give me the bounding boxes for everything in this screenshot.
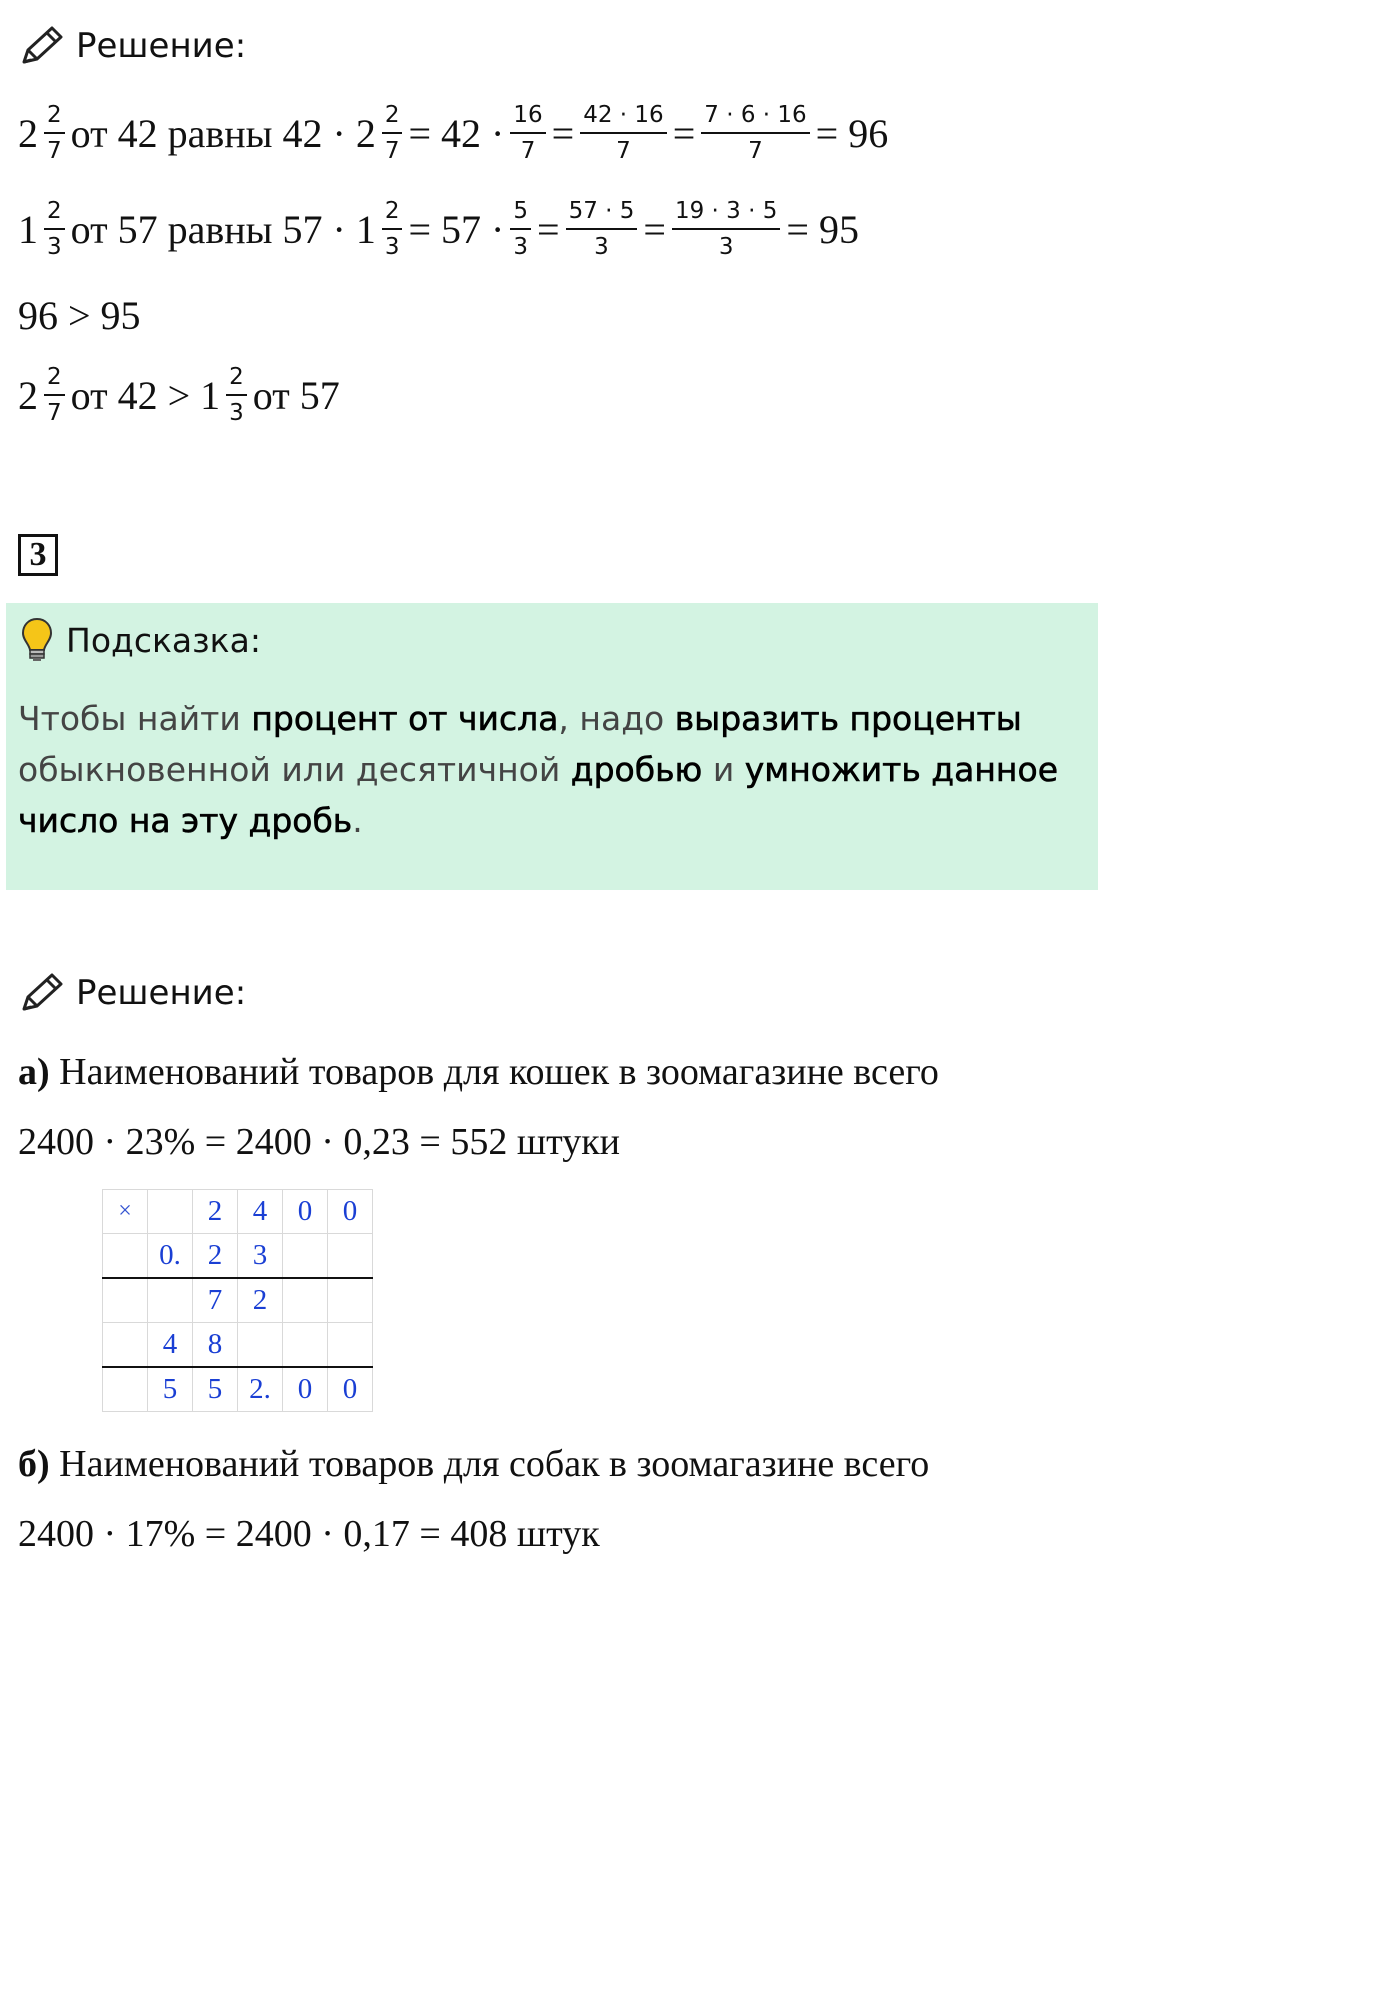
- grid-cell: 7: [193, 1278, 238, 1323]
- grid-cell: [283, 1234, 328, 1279]
- part-label: а): [18, 1051, 50, 1093]
- hint-emphasis: процент от числа: [251, 699, 559, 738]
- hint-emphasis: дробью: [570, 750, 703, 789]
- grid-cell: [283, 1323, 328, 1368]
- math-text: от 57: [252, 373, 340, 418]
- grid-row: [103, 1278, 373, 1323]
- grid-cell: 4: [148, 1323, 193, 1368]
- grid-row: [103, 1190, 373, 1234]
- hint-block: [6, 603, 1098, 890]
- column-multiplication: [102, 1189, 373, 1412]
- fraction: $\frac{2}{7}$: [44, 104, 65, 163]
- grid-cell: 0: [283, 1367, 328, 1412]
- part-a-text: а) Наименований товаров для кошек в зоомагазине всего: [18, 1051, 939, 1093]
- math-line-4: [18, 366, 340, 425]
- math-text: =: [551, 111, 575, 156]
- hint-emphasis: выразить проценты: [674, 699, 1022, 738]
- solution-heading-text: Решение:: [76, 973, 247, 1013]
- fraction: $\frac{7 \cdot 6 \cdot 16}{7}$: [701, 104, 809, 163]
- grid-cell: 3: [238, 1234, 283, 1279]
- grid-cell: 0: [328, 1190, 373, 1234]
- fraction: $\frac{5}{3}$: [510, 200, 531, 259]
- fraction: $\frac{2}{7}$: [44, 366, 65, 425]
- grid-cell: [148, 1278, 193, 1323]
- whole-number: 2: [18, 111, 38, 156]
- hint-text: Чтобы найти процент от числа, надо выразить проценты обыкновенной или десятичной дробью и умножить данное число на эту дробь.: [18, 699, 1058, 840]
- solution-heading-1: [18, 24, 246, 68]
- fraction: $\frac{19 \cdot 3 \cdot 5}{3}$: [672, 200, 780, 259]
- fraction: $\frac{2}{3}$: [44, 200, 65, 259]
- grid-row: [103, 1234, 373, 1279]
- math-text: от 42 равны 42 · 2: [70, 111, 376, 156]
- fraction: $\frac{2}{3}$: [226, 366, 247, 425]
- grid-cell: 2: [238, 1278, 283, 1323]
- grid-cell: [283, 1278, 328, 1323]
- grid-cell: 2.: [238, 1367, 283, 1412]
- part-label: б): [18, 1443, 50, 1485]
- comparison: 96 > 95: [18, 293, 141, 338]
- math-text: = 96: [815, 111, 889, 156]
- grid-cell: [328, 1234, 373, 1279]
- math-text: от 57 равны 57 · 1: [70, 207, 376, 252]
- fraction: $\frac{57 \cdot 5}{3}$: [566, 200, 638, 259]
- grid-row: [103, 1367, 373, 1412]
- pencil-icon: [18, 24, 66, 68]
- grid-cell: [238, 1323, 283, 1368]
- hint-heading: [20, 617, 261, 663]
- grid-cell: 0.: [148, 1234, 193, 1279]
- grid-cell: 5: [193, 1367, 238, 1412]
- math-line-1: [18, 104, 888, 163]
- math-text: от 42 > 1: [70, 373, 221, 418]
- solution-heading-2: [18, 971, 246, 1015]
- math-text: =: [672, 111, 696, 156]
- hint-title-text: Подсказка:: [66, 620, 261, 660]
- grid-cell: 0: [328, 1367, 373, 1412]
- grid-cell: 8: [193, 1323, 238, 1368]
- math-line-3: [18, 292, 141, 339]
- math-text: =: [643, 207, 666, 252]
- math-text: = 95: [786, 207, 859, 252]
- part-b-text: б) Наименований товаров для собак в зоомагазине всего: [18, 1443, 930, 1485]
- lightbulb-icon: [20, 617, 54, 663]
- fraction: $\frac{42 \cdot 16}{7}$: [580, 104, 666, 163]
- part-a-calculation: 2400 · 23% = 2400 · 0,23 = 552 штуки: [18, 1121, 620, 1163]
- fraction: $\frac{2}{3}$: [382, 200, 403, 259]
- math-text: = 42 ·: [408, 111, 505, 156]
- grid-cell: [148, 1190, 193, 1234]
- pencil-icon: [18, 971, 66, 1015]
- solution-heading-text: Решение:: [76, 26, 247, 66]
- math-text: =: [537, 207, 560, 252]
- grid-cell: 2: [193, 1190, 238, 1234]
- grid-cell: 2: [193, 1234, 238, 1279]
- grid-cell: [103, 1278, 148, 1323]
- hint-emphasis: умножить данное число на эту дробь: [18, 750, 1058, 840]
- grid-cell: [328, 1323, 373, 1368]
- grid-cell: [103, 1234, 148, 1279]
- grid-cell: [103, 1323, 148, 1368]
- part-b-calculation: 2400 · 17% = 2400 · 0,17 = 408 штук: [18, 1513, 600, 1555]
- grid-row: [103, 1323, 373, 1368]
- grid-cell: 0: [283, 1190, 328, 1234]
- whole-number: 1: [18, 207, 38, 252]
- whole-number: 2: [18, 373, 38, 418]
- grid-cell: 5: [148, 1367, 193, 1412]
- multiply-sign: ×: [103, 1190, 148, 1234]
- grid-cell: 4: [238, 1190, 283, 1234]
- math-text: = 57 ·: [408, 207, 505, 252]
- task-number: 3: [18, 534, 58, 576]
- grid-cell: [103, 1367, 148, 1412]
- fraction: $\frac{2}{7}$: [382, 104, 403, 163]
- fraction: $\frac{16}{7}$: [510, 104, 545, 163]
- math-line-2: [18, 200, 859, 259]
- grid-cell: [328, 1278, 373, 1323]
